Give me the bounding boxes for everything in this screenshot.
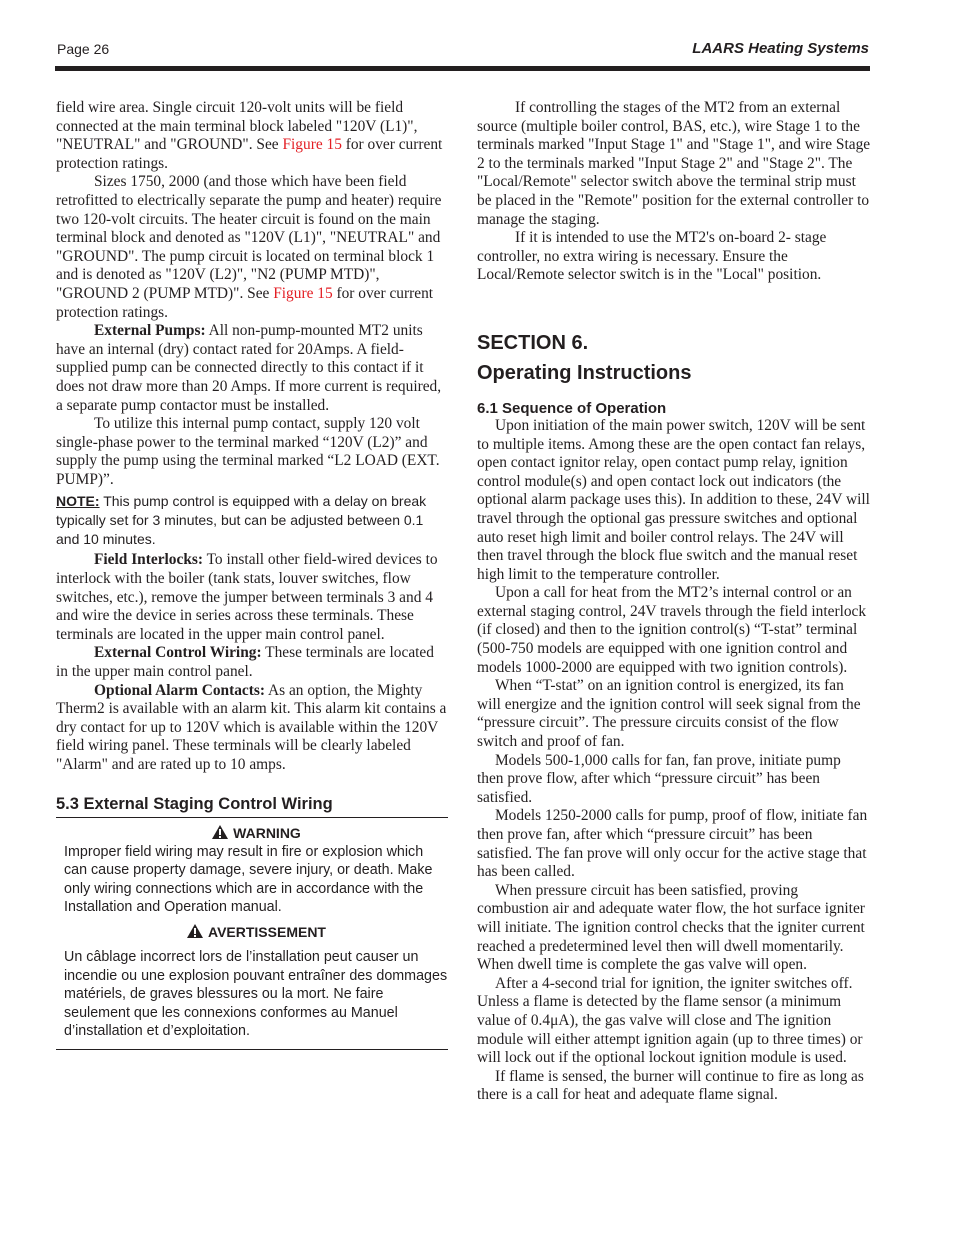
paragraph: Upon a call for heat from the MT2’s internal control or an external staging control, 24V travels through the field interlock (if closed) and then to the ignition control(s) “T-stat” terminal (500-750 models are equipped with one ignition control and models 1000-2000 are equipped with two ignition controls). bbox=[477, 584, 867, 676]
note-label: NOTE: bbox=[56, 493, 100, 510]
right-column bbox=[477, 99, 871, 1105]
warning-text: Improper field wiring may result in fire or explosion which can cause property damage, severe injury, or death. Make only wiring connections which are in accordance with the Installation and Operation manual. bbox=[64, 843, 433, 916]
paragraph: If controlling the stages of the MT2 from an external source (multiple boiler control, BAS, etc.), wire Stage 1 to the terminals marked "Input Stage 1" and "Stage 1", and wire Stage 2 to the terminals marked "Input Stage 2" and "Stage 2". The "Local/Remote" selector switch above the terminal strip must be placed in the "Remote" position for the external controller to manage the staging. bbox=[477, 99, 871, 228]
figure-link[interactable]: Figure 15 bbox=[273, 284, 333, 302]
warning-box bbox=[56, 818, 448, 1050]
header-rule bbox=[55, 66, 870, 71]
paragraph: Sizes 1750, 2000 (and those which have been field retrofitted to electrically separate the pump and heater) require two 120-volt circuits. The heater circuit is found on the main terminal block and denoted as "120V (L1)", "NEUTRAL" and "GROUND". The pump circuit is located on terminal block 1 and is denoted as "120V (L2)", "N2 (PUMP MTD)", "GROUND 2 (PUMP MTD)". See Figure 15 for over current protection ratings. bbox=[56, 173, 442, 321]
figure-link[interactable]: Figure 15 bbox=[282, 136, 342, 154]
warning-triangle-icon bbox=[186, 923, 204, 939]
paragraph: After a 4-second trial for ignition, the igniter switches off. Unless a flame is detected by the flame sensor (a minimum value of 0.4μA), the gas valve will close and The ignition module will either attempt ignition again (up to three times) or will lock out if the optional lockout ignition module is used. bbox=[477, 974, 863, 1067]
paragraph-external-control-wiring: External Control Wiring: These terminals are located in the upper main control panel. bbox=[56, 644, 434, 681]
avertissement-title: AVERTISSEMENT bbox=[64, 923, 448, 940]
warning-title: WARNING bbox=[64, 824, 448, 841]
subsection-heading-6-1: 6.1 Sequence of Operation bbox=[477, 399, 667, 417]
paragraph: Upon initiation of the main power switch, 120V will be sent to multiple items. Among these are the open contact fan relays, open contact ignitor relay, open contact pump relay, ignition control module(s) and open contact lock out indicators (the optional alarm package uses this). In addition to these, 24V will travel through the optional gas pressure switches and optional auto reset high limit and boiler control relays. The 24V will then travel through the block flue switch and the manual reset high limit to the temperature controller. bbox=[477, 416, 870, 583]
avertissement-text: Un câblage incorrect lors de l’installation peut causer un incendie ou une explosion pouvant entraîner des dommages matériels, de graves blessures ou la mort. Ne faire seulement que les connexions conformes au Manuel d’installation et d’exploitation. bbox=[64, 948, 448, 1040]
paragraph: To utilize this internal pump contact, supply 120 volt single-phase power to the terminal marked “120V (L2)” and supply the pump using the terminal marked “L2 LOAD (EXT. PUMP)”. bbox=[56, 415, 440, 488]
paragraph-external-pumps: External Pumps: All non-pump-mounted MT2 units have an internal (dry) contact rated for 20Amps. A field-supplied pump can be connected directly to this contact if it does not draw more than 20 Amps. If more current is required, a separate pump contactor must be installed. bbox=[56, 322, 442, 414]
warning-triangle-icon bbox=[211, 824, 229, 840]
company-name: LAARS Heating Systems bbox=[692, 40, 869, 57]
paragraph: When “T-stat” on an ignition control is energized, its fan will energize and the ignition control will seek signal from the “pressure circuit”. The pressure circuits consist of the flow switch and proof of fan. bbox=[477, 677, 861, 751]
paragraph: Models 500-1,000 calls for fan, fan prove, initiate pump then prove flow, after which “pressure circuit” has been satisfied. bbox=[477, 751, 841, 806]
paragraph: When pressure circuit has been satisfied, proving combustion air and adequate water flow, the hot surface igniter will initiate. The ignition control checks that the igniter current reached a predetermined level then will dwell momentarily. When dwell time is complete the gas valve will open. bbox=[477, 881, 865, 974]
paragraph-optional-alarm: Optional Alarm Contacts: As an option, the Mighty Therm2 is available with an alarm kit. This alarm kit contains a dry contact for up to 120V which is available within the 120V field wiring panel. These terminals will be clearly labeled "Alarm" and are rated up to 10 amps. bbox=[56, 681, 447, 773]
section-heading-5-3: 5.3 External Staging Control Wiring bbox=[56, 795, 448, 818]
paragraph: If it is intended to use the MT2's on-board 2- stage controller, no extra wiring is necessary. Ensure the Local/Remote selector switch is in the "Local" position. bbox=[477, 229, 827, 284]
paragraph: If flame is sensed, the burner will continue to fire as long as there is a call for heat and adequate flame signal. bbox=[477, 1067, 864, 1104]
left-column bbox=[56, 99, 448, 1050]
paragraph: field wire area. Single circuit 120-volt units will be field connected at the main terminal block labeled "120V (L1)", "NEUTRAL" and "GROUND". See Figure 15 for over current protection ratings. bbox=[56, 99, 443, 172]
paragraph-field-interlocks: Field Interlocks: To install other field-wired devices to interlock with the boiler (tank stats, louver switches, flow switches, etc.), remove the jumper between terminals 3 and 4 and wire the device in series across these terminals. These terminals are located in the upper main control panel. bbox=[56, 551, 438, 643]
page-number: Page 26 bbox=[57, 41, 110, 57]
note: NOTE: This pump control is equipped with a delay on break typically set for 3 minutes, but can be adjusted between 0.1 and 10 minutes. bbox=[56, 493, 427, 548]
paragraph: Models 1250-2000 calls for pump, proof of flow, initiate fan then prove fan, after which “pressure circuit” has been satisfied. The fan prove will only occur for the active stage that has been called. bbox=[477, 807, 868, 881]
section-heading-6: SECTION 6. Operating Instructions bbox=[477, 331, 692, 384]
